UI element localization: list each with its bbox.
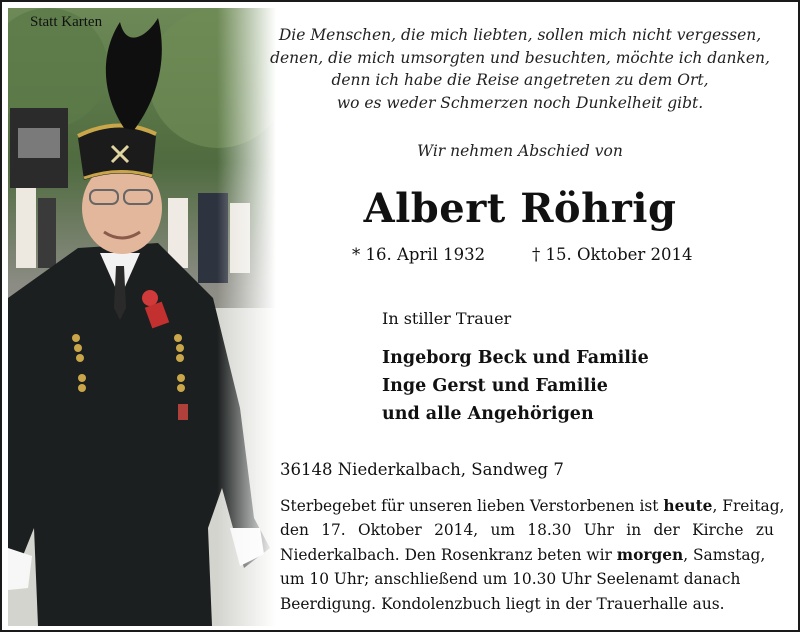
family-address: 36148 Niederkalbach, Sandweg 7 (280, 460, 564, 479)
service-notice (280, 494, 785, 616)
mourner: Inge Gerst und Familie (382, 376, 608, 396)
notice-word: Uhr (583, 521, 614, 540)
notice-emphasis: heute (663, 497, 713, 515)
notice-line (280, 494, 785, 518)
notice-text: Niederkalbach. Den Rosenkranz beten wir (280, 545, 612, 564)
birth-date: * 16. April 1932 (352, 245, 486, 264)
notice-line (280, 543, 774, 567)
notice-text: , Freitag, (712, 497, 785, 515)
notice-word: um (490, 521, 515, 540)
notice-line (280, 567, 774, 591)
verse-line: Die Menschen, die mich liebten, sollen mich nicht vergessen, (278, 26, 762, 44)
mourning-intro: In stiller Trauer (382, 309, 512, 328)
mourner: Ingeborg Beck und Familie (382, 348, 649, 368)
notice-text: Sterbegebet für unseren lieben Verstorbenen ist (280, 497, 659, 515)
notice-line (280, 518, 774, 542)
notice-word: der (653, 521, 680, 540)
mourner: und alle Angehörigen (382, 404, 594, 424)
notice-text: Kondolenzbuch liegt in der Trauerhalle aus. (381, 594, 725, 613)
notice-word: 18.30 (527, 521, 572, 540)
notice-word: 17. (321, 521, 346, 540)
notice-text: um 10 Uhr; anschließend um 10.30 Uhr Seelenamt danach (280, 570, 741, 589)
verse-line: denn ich habe die Reise angetreten zu dem Ort, (331, 71, 709, 89)
notice-text: Beerdigung. (280, 594, 377, 613)
death-date: † 15. Oktober 2014 (532, 245, 693, 264)
notice-word: Oktober (358, 521, 422, 540)
verse-line: wo es weder Schmerzen noch Dunkelheit gibt. (336, 93, 704, 112)
notice-emphasis: morgen (616, 545, 684, 564)
notice-word: zu (755, 521, 774, 540)
notice-word: 2014, (434, 521, 479, 540)
statt-karten-note: Statt Karten (30, 14, 103, 30)
mourners-list (382, 344, 649, 428)
poem-verse (270, 24, 770, 114)
notice-line (280, 592, 774, 616)
deceased-name: Albert Röhrig (363, 185, 677, 232)
portrait-photo (8, 8, 276, 626)
verse-line: denen, die mich umsorgten und besuchten, möchte ich danken, (270, 48, 770, 67)
notice-word: Kirche (692, 521, 744, 540)
notice-word: den (280, 521, 309, 540)
notice-text: , Samstag, (683, 545, 766, 564)
farewell-line: Wir nehmen Abschied von (417, 142, 623, 160)
notice-word: in (626, 521, 642, 540)
